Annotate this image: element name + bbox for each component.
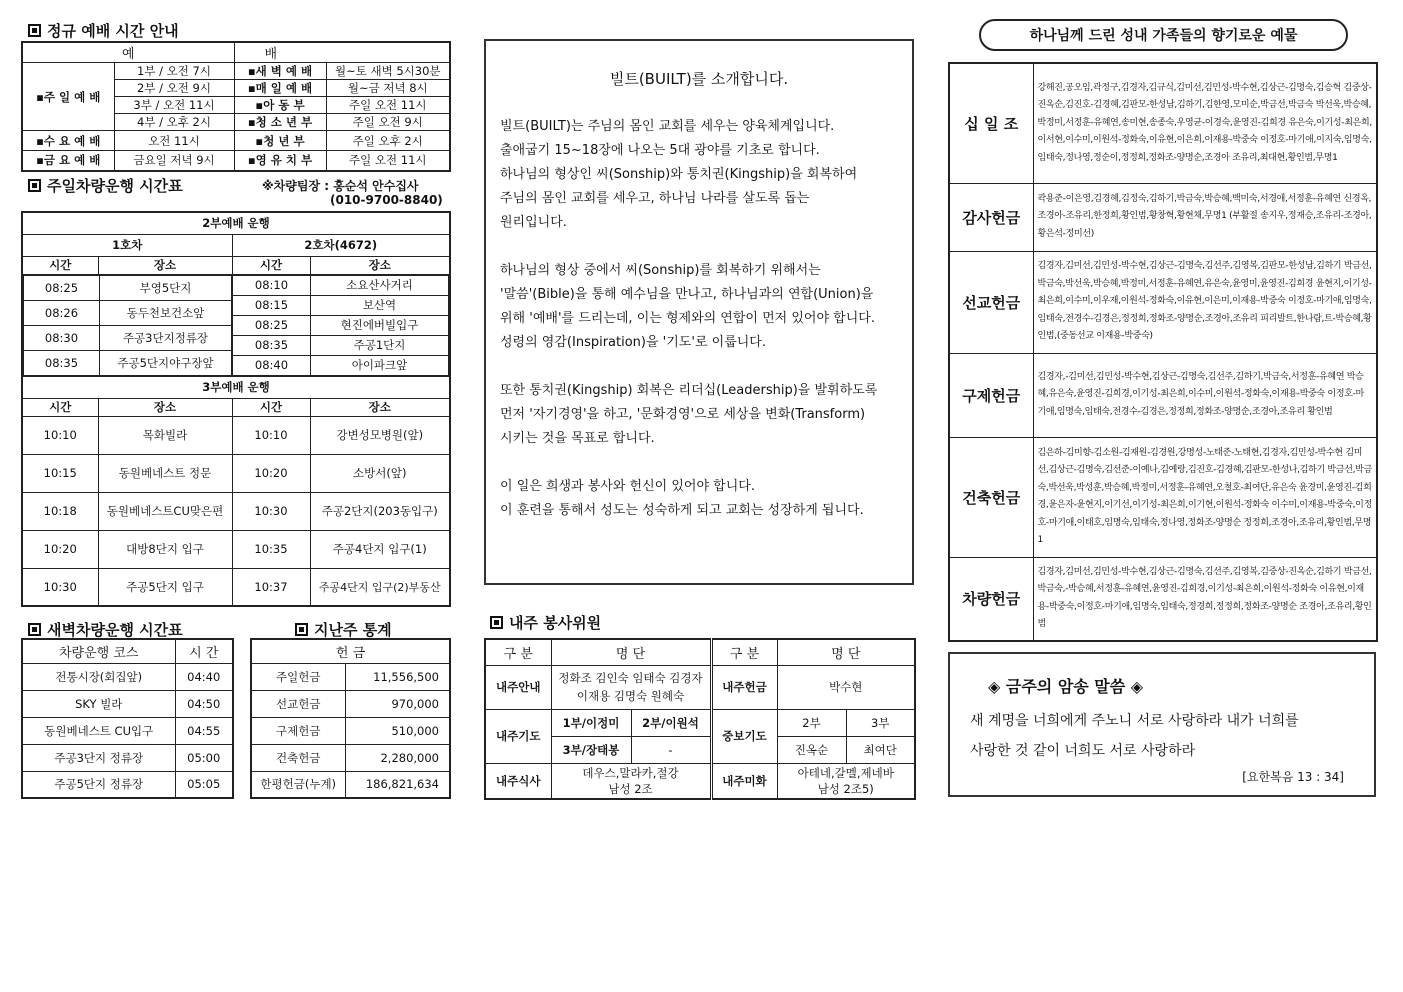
stats-section-title: [295, 619, 392, 640]
intercession-2-header: 2부: [777, 709, 846, 736]
beauty-names-line: 아테네,갈멜,제네바: [797, 765, 894, 780]
dawn-section-title: [28, 619, 183, 640]
prayer-1: 1부/이정미: [551, 709, 631, 736]
built-line: 성령의 영감(Inspiration)을 '기도'로 이룹니다.: [500, 335, 766, 350]
verse-line-2: 사랑한 것 같이 너희도 서로 사랑하라: [970, 743, 1196, 759]
offering-category-label: 감사헌금: [949, 183, 1033, 251]
dinner-names: [551, 763, 711, 799]
s3-time: 10:30: [22, 568, 98, 606]
guide-names-line: 정화조 김인숙 임태숙 김경자: [558, 671, 703, 685]
bus-table: [21, 211, 451, 607]
s3-time: 10:10: [232, 416, 310, 454]
dawn-time: 05:05: [175, 771, 233, 798]
built-line: 이 일은 희생과 봉사와 헌신이 있어야 합니다.: [500, 479, 755, 494]
s3-time: 10:30: [232, 492, 310, 530]
sunday-worship-label: ▪주 일 예 배: [22, 63, 114, 131]
stats-label: 선교헌금: [251, 690, 345, 717]
daily-worship-label: ▪매 일 예 배: [234, 80, 326, 97]
car2-time: 08:10: [233, 275, 311, 295]
worship-table: [21, 41, 451, 172]
young-adult-label: ▪청 년 부: [234, 131, 326, 151]
children-time: 주일 오전 11시: [326, 97, 450, 114]
offering-category-label: 차량헌금: [949, 557, 1033, 641]
stats-value: 510,000: [345, 717, 450, 744]
s3-time: 10:15: [22, 454, 98, 492]
square-bullet-icon: [295, 623, 308, 636]
built-intro-box: [484, 39, 914, 585]
car2-time: 08:40: [233, 355, 311, 375]
built-line: 빌트(BUILT)는 주님의 몸인 교회를 세우는 양육체계입니다.: [500, 119, 835, 134]
bus-title-text: 주일차량운행 시간표: [47, 177, 183, 195]
intercession-label: 중보기도: [711, 709, 777, 763]
youth-time: 주일 오전 9시: [326, 114, 450, 131]
s3-place: 주공4단지 입구(2)부동산: [310, 568, 450, 606]
dawn-col-course: 차량운행 코스: [22, 639, 175, 663]
offering-category-names: 김경자,-김미선,김민성-박수현,김상근-김명숙,김선주,김하기,박금숙,서정훈-유혜연 박승혜,유은숙,윤영진-김희경,이기성-최은희,이수미,이원석-정화숙,이재용-박중숙 이정호-마기애,임명숙,임태숙,전경수-김경은,정정희,정화조-양명순,조경아,조유리 황인범: [1033, 353, 1377, 437]
built-line: 이 훈련을 통해서 성도는 성숙하게 되고 교회는 성장하게 됩니다.: [500, 503, 864, 518]
daily-worship-time: 월~금 저녁 8시: [326, 80, 450, 97]
intercession-2-name: 진옥순: [777, 736, 846, 763]
s3-time: 10:20: [22, 530, 98, 568]
stats-title-text: 지난주 통계: [314, 621, 392, 639]
dinner-names-line: 데우스,말라카,절강: [582, 765, 679, 780]
stats-value: 970,000: [345, 690, 450, 717]
col-place: 장소: [310, 398, 450, 416]
friday-worship-label: ▪금 요 예 배: [22, 151, 114, 171]
memory-verse-box: [948, 652, 1376, 797]
worship-section-title: [28, 20, 179, 41]
car1-time: 08:30: [24, 325, 100, 350]
square-bullet-icon: [28, 179, 41, 192]
sunday-row-1: 1부 / 오전 7시: [114, 63, 234, 80]
wednesday-worship-label: ▪수 요 예 배: [22, 131, 114, 151]
children-label: ▪아 동 부: [234, 97, 326, 114]
dawn-col-time: 시 간: [175, 639, 233, 663]
built-paragraph-1: [500, 115, 912, 235]
guide-names-line: 이재용 김명숙 원혜숙: [576, 689, 685, 703]
built-paragraph-2: [500, 259, 912, 355]
intercession-3-name: 최여단: [846, 736, 915, 763]
s3-time: 10:37: [232, 568, 310, 606]
dawn-course: SKY 빌라: [22, 690, 175, 717]
stats-value: 11,556,500: [345, 663, 450, 690]
built-line: 먼저 '자기경영'을 하고, '문화경영'으로 세상을 변화(Transform): [500, 407, 866, 422]
s3-place: 주공2단지(203동입구): [310, 492, 450, 530]
s3-place: 강변성모병원(앞): [310, 416, 450, 454]
prayer-2: 2부/이원석: [631, 709, 711, 736]
dinner-label: 내주식사: [485, 763, 551, 799]
offering-category-names: 김경자,김미선,김민성-박수현,김상근-김명숙,김선주,김영복,김판모-한성남,김하기 박금선,박금숙,박선욱,박승혜,박정미,서정훈-유혜연,유은숙,윤영미,윤영진-김희경 윤현지,이기성-최은희,이수미,이우재,이원석-정화숙,이유현,이은미,이재용-박중숙 이정호-마기애,임명숙,임태숙,전경수-김경은,정정희,정화조-양명순,조경아,조유리 피리발트,한나람,트-박승혜,황인범,(중동선교 이재용-박중숙): [1033, 251, 1377, 353]
kindergarten-time: 주일 오전 11시: [326, 151, 450, 171]
car2-place: 소요산사거리: [311, 275, 449, 295]
youth-label: ▪청 소 년 부: [234, 114, 326, 131]
s3-time: 10:20: [232, 454, 310, 492]
built-title: 빌트(BUILT)를 소개합니다.: [609, 70, 789, 88]
stats-label: 구제헌금: [251, 717, 345, 744]
offering-label: 내주헌금: [711, 665, 777, 709]
bus-manager: ※차량팀장 : 홍순석 안수집사: [262, 179, 419, 193]
col-place: 장소: [310, 256, 450, 274]
s3-time: 10:35: [232, 530, 310, 568]
col-time: 시간: [232, 256, 310, 274]
col-place: 장소: [98, 256, 232, 274]
beauty-label: 내주미화: [711, 763, 777, 799]
wednesday-worship-time: 오전 11시: [114, 131, 234, 151]
col-time: 시간: [22, 256, 98, 274]
sunday-row-2: 2부 / 오전 9시: [114, 80, 234, 97]
car1-header: 1호차: [22, 234, 232, 256]
beauty-names-line: 남성 2조5): [817, 781, 874, 796]
built-line: 또한 통치권(Kingship) 회복은 리더십(Leadership)을 발휘하도록: [500, 383, 878, 398]
dawn-time: 04:50: [175, 690, 233, 717]
intercession-3-header: 3부: [846, 709, 915, 736]
stats-label: 주일헌금: [251, 663, 345, 690]
s3-place: 주공5단지 입구: [98, 568, 232, 606]
offering-category-label: 건축헌금: [949, 437, 1033, 557]
stats-label: 건축헌금: [251, 744, 345, 771]
car2-place: 아이파크앞: [311, 355, 449, 375]
built-paragraph-4: [500, 475, 912, 523]
col-time: 시간: [22, 398, 98, 416]
friday-worship-time: 금요일 저녁 9시: [114, 151, 234, 171]
offering-category-names: 강해진,공오임,곽정구,김경자,김규식,김미선,김민성-박수현,김상근-김명숙,김승혁 김중상-진옥순,김진호-김경혜,김판모-한성남,김하기,김한영,모미순,박금선,박금숙 박선욱,박승혜,박정미,서정훈-유혜연,송미현,송종숙,우영균-이경숙,윤영진-김희경 유은숙,이기성-최은희,이서현,이수미,이원석-정화숙,이유현,이은희,이재용-박중숙 이정호-마기애,이지숙,임명숙,임태숙,정나영,정순이,정정희,정화조-양명순,조경아 조유리,최대현,황인범,무명1: [1033, 63, 1377, 183]
col-time: 시간: [232, 398, 310, 416]
s3-place: 동원베네스트 정문: [98, 454, 232, 492]
prayer-4: -: [631, 736, 711, 763]
car1-time: 08:35: [24, 350, 100, 375]
square-bullet-icon: [28, 24, 41, 37]
built-line: '말씀'(Bible)을 통해 예수님을 만나고, 하나님과의 연합(Union)을: [500, 287, 874, 302]
stats-value: 186,821,634: [345, 771, 450, 798]
servants-table: [484, 638, 916, 800]
worship-title-text: 정규 예배 시간 안내: [47, 22, 179, 40]
dawn-time: 04:40: [175, 663, 233, 690]
offering-category-label: 십 일 조: [949, 63, 1033, 183]
stats-header: 헌 금: [251, 639, 450, 663]
servants-col-div: 구 분: [485, 639, 551, 665]
servants-section-title: [490, 612, 601, 633]
offerings-table: [948, 62, 1378, 642]
offering-category-names: 곽용준-이은영,김경혜,김정숙,김하기,박금숙,박승혜,백미숙,서경애,서정훈-유혜연 신경옥,조경아-조유리,한정희,황인범,황창혁,황현채,무명1 (부활절 송지우,정재승,조유리-조경아,황은석-정미선): [1033, 183, 1377, 251]
car1-place: 동두천보건소앞: [100, 300, 232, 325]
s3-place: 목화빌라: [98, 416, 232, 454]
verse-reference: [요한복음 13 : 34]: [1242, 770, 1344, 784]
car1-place: 주공3단지정류장: [100, 325, 232, 350]
car2-header: 2호차(4672): [232, 234, 450, 256]
prayer-3: 3부/장태봉: [551, 736, 631, 763]
dawn-course: 전통시장(회집앞): [22, 663, 175, 690]
car1-time: 08:25: [24, 275, 100, 300]
sunday-row-4: 4부 / 오후 2시: [114, 114, 234, 131]
service3-title: 3부예배 운행: [22, 376, 450, 398]
offering-category-names: 김경자,김미선,김민성-박수현,김상근-김명숙,김선주,김영복,김중상-진옥순,김하기 박금선,박금숙,-박승혜,서정훈-유혜연,윤영진-김희경,이기성-최은희,이원석-정화숙 이유현,이재용-박중숙,이정호-마기애,임명숙,임태숙,정경희,정정희,정화조-양명순 조경아,조유리,황인범: [1033, 557, 1377, 641]
car1-place: 주공5단지야구장앞: [100, 350, 232, 375]
worship-header-left: 예: [22, 42, 234, 63]
guide-label: 내주안내: [485, 665, 551, 709]
stats-label: 한평헌금(누계): [251, 771, 345, 798]
square-bullet-icon: [28, 623, 41, 636]
servants-col-div: 구 분: [711, 639, 777, 665]
built-paragraph-3: [500, 379, 912, 451]
stats-value: 2,280,000: [345, 744, 450, 771]
car2-time: 08:25: [233, 315, 311, 335]
servants-col-names: 명 단: [777, 639, 915, 665]
stats-table: [250, 638, 451, 799]
beauty-names: [777, 763, 915, 799]
car1-time: 08:26: [24, 300, 100, 325]
worship-header-right: 배: [234, 42, 450, 63]
offering-category-label: 구제헌금: [949, 353, 1033, 437]
sunday-row-3: 3부 / 오전 11시: [114, 97, 234, 114]
verse-line-1: 새 계명을 너희에게 주노니 서로 사랑하라 내가 너희를: [970, 713, 1299, 729]
verse-title: ◈ 금주의 암송 말씀 ◈: [988, 677, 1144, 696]
offering-name: 박수현: [777, 665, 915, 709]
s3-place: 동원베네스트CU맞은편: [98, 492, 232, 530]
car2-place: 현진에버빌입구: [311, 315, 449, 335]
bus-section-title: [28, 175, 183, 196]
car2-table: [232, 275, 449, 376]
built-line: 원리입니다.: [500, 215, 567, 230]
dawn-time: 05:00: [175, 744, 233, 771]
car1-place: 부영5단지: [100, 275, 232, 300]
car2-time: 08:15: [233, 295, 311, 315]
prayer-label: 내주기도: [485, 709, 551, 763]
built-line: 주님의 몸인 교회를 세우고, 하나님 나라를 살도록 돕는: [500, 191, 810, 206]
s3-place: 소방서(앞): [310, 454, 450, 492]
built-line: 출애굽기 15~18장에 나오는 5대 광야를 기초로 합니다.: [500, 143, 820, 158]
dawn-title-text: 새벽차량운행 시간표: [47, 621, 183, 639]
square-bullet-icon: [490, 616, 503, 629]
dawn-course: 주공3단지 정류장: [22, 744, 175, 771]
dawn-time: 04:55: [175, 717, 233, 744]
car1-table: [23, 275, 232, 376]
young-adult-time: 주일 오후 2시: [326, 131, 450, 151]
col-place: 장소: [98, 398, 232, 416]
built-line: 하나님의 형상 중에서 씨(Sonship)를 회복하기 위해서는: [500, 263, 821, 278]
s3-time: 10:18: [22, 492, 98, 530]
guide-names: [551, 665, 711, 709]
service2-title: 2부예배 운행: [22, 212, 450, 234]
s3-place: 대방8단지 입구: [98, 530, 232, 568]
dinner-names-line: 남성 2조: [608, 781, 653, 796]
offering-category-names: 김은하-김미향-김소원-김재원-김경원,강명성-노태준-노태현,김경자,김민성-박수현 김미선,김상근-김명숙,김선준-이예나,김예랑,김진호-김경혜,김판모-한성나,김하기 박금선,박금숙,박선욱,박성훈,박승혜,박정미,서정훈-유혜연,오철호-최여단,유은숙 윤경미,윤영진-김희경,윤은자-윤현지,이기선,이기성-최은희,이기현,이원석-정화숙 이수미,이재용-박중숙,이정호-마기애,이태호,임명숙,임태숙,정나영,정화조-양명순 정정희,조경아,조유리,황인범,무명1: [1033, 437, 1377, 557]
s3-place: 주공4단지 입구(1): [310, 530, 450, 568]
dawn-table: [21, 638, 234, 799]
kindergarten-label: ▪영 유 치 부: [234, 151, 326, 171]
s3-time: 10:10: [22, 416, 98, 454]
car2-place: 보산역: [311, 295, 449, 315]
dawn-worship-time: 월~토 새벽 5시30분: [326, 63, 450, 80]
built-line: 시키는 것을 목표로 합니다.: [500, 431, 655, 446]
dawn-worship-label: ▪새 벽 예 배: [234, 63, 326, 80]
offering-category-label: 선교헌금: [949, 251, 1033, 353]
built-line: 하나님의 형상인 씨(Sonship)와 통치권(Kingship)을 회복하여: [500, 167, 858, 182]
dawn-course: 동원베네스트 CU입구: [22, 717, 175, 744]
offerings-title: 하나님께 드린 성내 가족들의 향기로운 예물: [979, 19, 1348, 51]
servants-title-text: 내주 봉사위원: [509, 614, 602, 632]
servants-col-names: 명 단: [551, 639, 711, 665]
dawn-course: 주공5단지 정류장: [22, 771, 175, 798]
car2-place: 주공1단지: [311, 335, 449, 355]
car2-time: 08:35: [233, 335, 311, 355]
bus-manager-phone: (010-9700-8840): [330, 193, 443, 207]
built-line: 위해 '예배'를 드리는데, 이는 형제와의 연합이 먼저 있어야 합니다.: [500, 311, 875, 326]
